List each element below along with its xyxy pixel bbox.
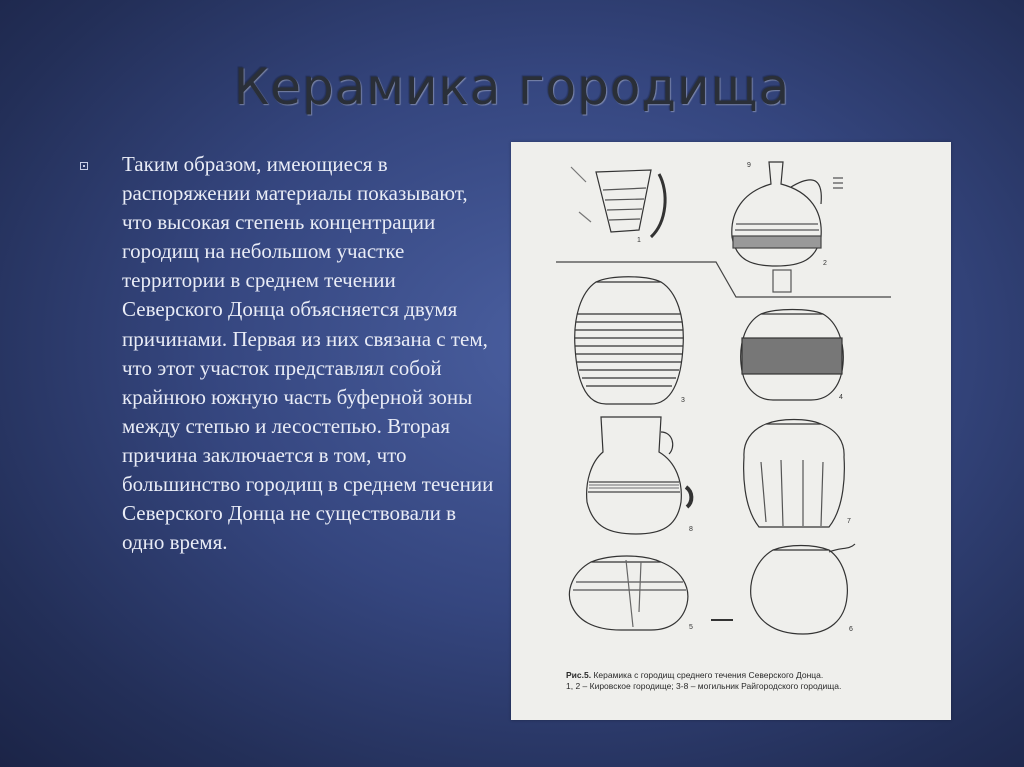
vessel-3-pot xyxy=(575,277,684,404)
figure-number: 2 xyxy=(823,260,827,267)
figure-number: 7 xyxy=(847,518,851,525)
bullet-text: Таким образом, имеющиеся в распоряжении материалы показывают, что высокая степень концентрации городищ на небольшом участке территории в среднем течении Северского Донца объясняется двумя причинами. Первая из них связана с тем, что этот участок представлял собой крайнюю южную часть буферной зоны между степью и лесостепью. Вторая причина заключается в том, что большинство городищ в среднем течении Северского Донца не существовали в одно время. xyxy=(122,152,494,555)
vessel-5-jar xyxy=(587,417,692,534)
vessel-6-pot xyxy=(744,420,845,528)
pottery-drawings xyxy=(511,142,951,720)
vessel-4-pot xyxy=(741,310,844,401)
figure-number: 1 xyxy=(637,237,641,244)
figure-number: 3 xyxy=(681,397,685,404)
caption-line-1: Керамика с городищ среднего течения Северского Донца. xyxy=(593,670,824,680)
figure-number: 4 xyxy=(839,394,843,401)
vessel-7-bowl xyxy=(569,556,733,630)
vessel-8-pitcher xyxy=(751,544,855,634)
figure-number: 5 xyxy=(689,624,693,631)
figure-number: 6 xyxy=(849,626,853,633)
vessel-1-fragment xyxy=(571,167,665,237)
pottery-figure xyxy=(511,142,951,720)
caption-line-2: 1, 2 – Кировское городище; 3-8 – могильник Райгородского городища. xyxy=(566,681,842,691)
figure-divider xyxy=(556,262,891,297)
figure-number: 9 xyxy=(747,162,751,169)
vessel-2-jug xyxy=(732,162,843,292)
caption-label: Рис.5. xyxy=(566,670,592,680)
slide-title: Керамика городища xyxy=(233,58,791,116)
figure-number: 8 xyxy=(689,526,693,533)
square-bullet-icon xyxy=(80,162,88,170)
figure-caption xyxy=(566,670,941,692)
